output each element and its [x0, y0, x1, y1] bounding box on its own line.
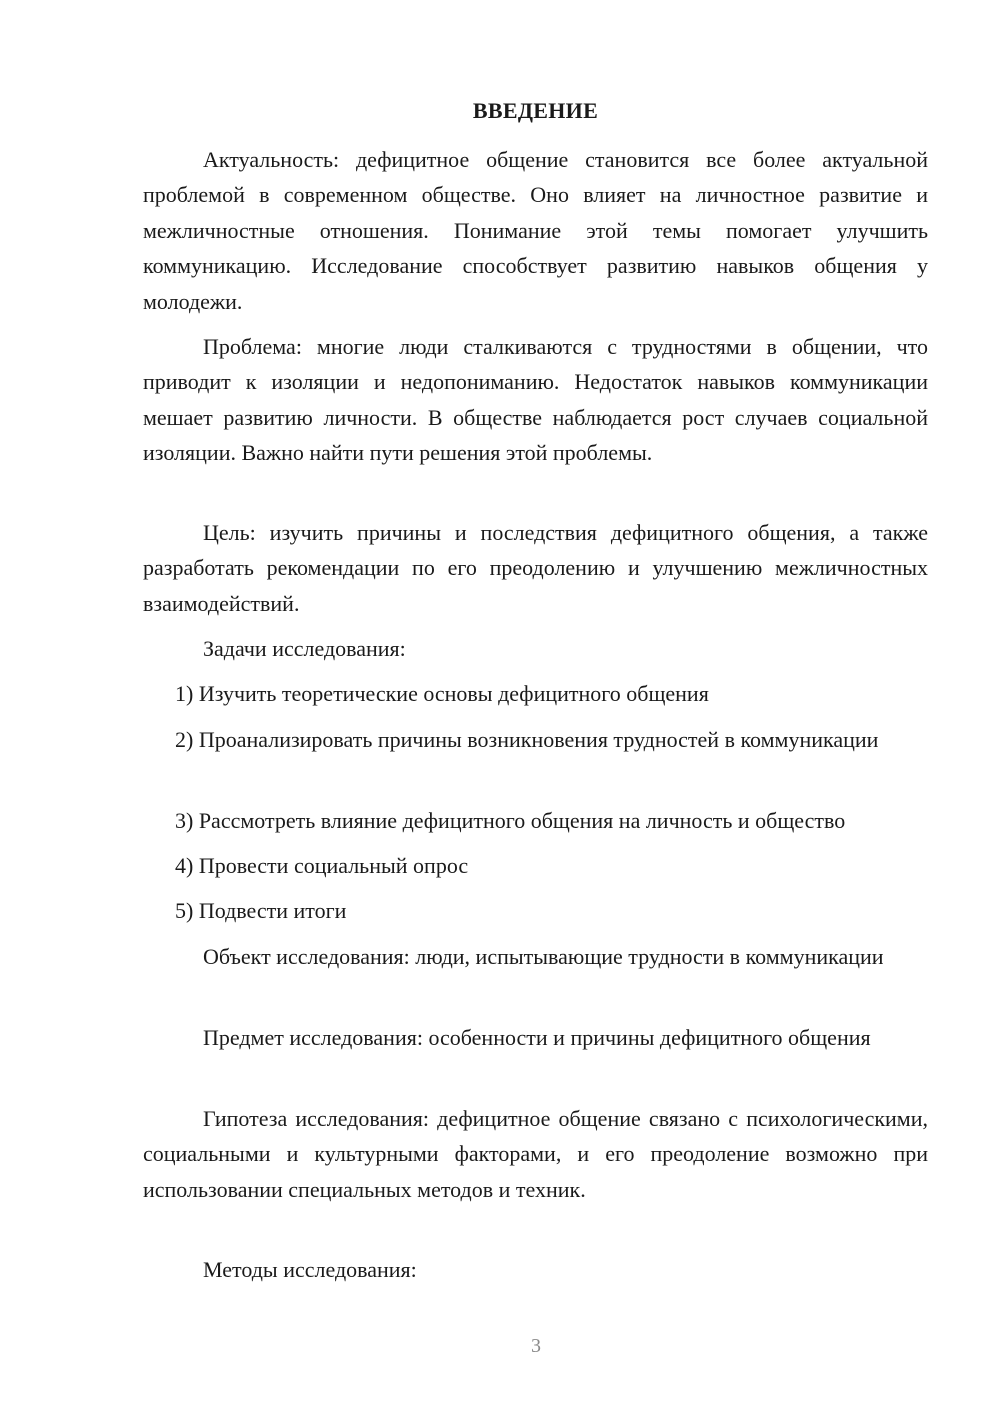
- task-item-1: 1) Изучить теоретические основы дефицитного общения: [175, 681, 709, 706]
- section-heading: ВВЕДЕНИЕ: [472, 98, 599, 123]
- task-item-5: 5) Подвести итоги: [175, 898, 347, 923]
- goal-paragraph: Цель: изучить причины и последствия дефицитного общения, а также разработать рекомендации по его преодолению и улучшению межличностных взаимодействий.: [143, 520, 928, 616]
- methods-title: Методы исследования:: [203, 1257, 417, 1282]
- task-item-4: 4) Провести социальный опрос: [175, 853, 469, 878]
- tasks-title: Задачи исследования:: [203, 636, 406, 661]
- object-paragraph: Объект исследования: люди, испытывающие трудности в коммуникации: [203, 944, 884, 969]
- task-item-2: 2) Проанализировать причины возникновения трудностей в коммуникации: [175, 727, 879, 752]
- relevance-paragraph: Актуальность: дефицитное общение становится все более актуальной проблемой в современном обществе. Оно влияет на личностное развитие и межличностные отношения. Понимание этой темы помогает улучшить коммуникацию. Исследование способствует развитию навыков общения у молодежи.: [143, 147, 928, 314]
- problem-paragraph: Проблема: многие люди сталкиваются с трудностями в общении, что приводит к изоляции и недопониманию. Недостаток навыков коммуникации мешает развитию личности. В обществе наблюдается рост случаев социальной изоляции. Важно найти пути решения этой проблемы.: [143, 334, 928, 466]
- page-number: 3: [531, 1335, 541, 1357]
- task-item-3: 3) Рассмотреть влияние дефицитного общения на личность и общество: [175, 808, 846, 833]
- hypothesis-paragraph: Гипотеза исследования: дефицитное общение связано с психологическими, социальными и культурными факторами, и его преодоление возможно при использовании специальных методов и техник.: [143, 1106, 928, 1202]
- subject-paragraph: Предмет исследования: особенности и причины дефицитного общения: [203, 1025, 871, 1050]
